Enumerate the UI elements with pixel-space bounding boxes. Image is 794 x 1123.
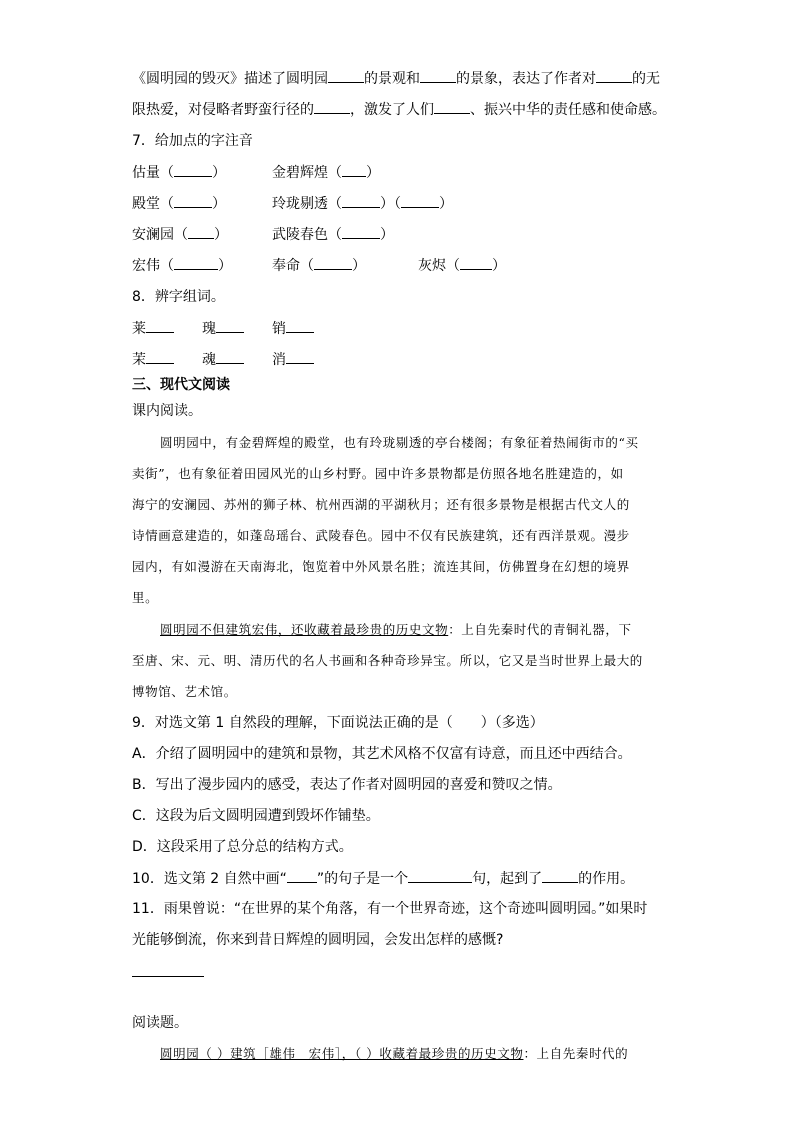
- answer-blank[interactable]: [174, 162, 212, 177]
- q11-line-1: 11．雨果曾说：“在世界的某个角落，有一个世界奇迹，这个奇迹叫圆明园。”如果时: [132, 901, 648, 917]
- passage-p2-line-3: 博物馆、艺术馆。: [132, 684, 237, 699]
- answer-blank[interactable]: [174, 193, 212, 208]
- answer-blank[interactable]: [596, 68, 632, 83]
- q7-item-guliang: 估量（ ）: [132, 162, 226, 183]
- answer-line[interactable]: [132, 976, 204, 977]
- q6-line-1: 《圆明园的毁灭》描述了圆明园 的景观和 的景象，表达了作者对 的无: [132, 68, 660, 89]
- q7-item-fengming: 奉命（ ）: [272, 255, 366, 276]
- answer-blank[interactable]: [342, 193, 380, 208]
- answer-blank[interactable]: [328, 68, 364, 83]
- underlined-sentence: 圆明园（ ）建筑［雄伟 宏伟］，（ ）收藏着最珍贵的历史文物: [160, 1046, 524, 1061]
- q9-option-b[interactable]: B．写出了漫步园内的感受，表达了作者对圆明园的喜爱和赞叹之情。: [132, 777, 562, 793]
- q8-char: 消: [272, 349, 314, 370]
- q11-line-2: 光能够倒流，你来到昔日辉煌的圆明园，会发出怎样的感慨?: [132, 932, 504, 948]
- passage-p2-line-1: 圆明园不但建筑宏伟，还收藏着最珍贵的历史文物：上自先秦时代的青铜礼器，下: [160, 622, 632, 637]
- passage-p1-line-1: 圆明园中，有金碧辉煌的殿堂，也有玲珑剔透的亭台楼阁；有象征着热闹街市的“买: [160, 435, 639, 450]
- q7-item-huijin: 灰烬（ ）: [418, 255, 506, 276]
- passage-p1-line-4: 诗情画意建造的，如蓬岛瑶台、武陵春色。园中不仅有民族建筑，还有西洋景观。漫步: [132, 528, 630, 543]
- q7-item-anlanyuan: 安澜园（ ）: [132, 224, 228, 245]
- answer-blank[interactable]: [460, 255, 492, 270]
- q8-char: 销: [272, 318, 314, 339]
- reading-passage-line: 圆明园（ ）建筑［雄伟 宏伟］，（ ）收藏着最珍贵的历史文物：上自先秦时代的: [160, 1046, 629, 1061]
- q6-line-2: 限热爱，对侵略者野蛮行径的 ，激发了人们 、振兴中华的责任感和使命感。: [132, 99, 666, 120]
- answer-blank[interactable]: [188, 224, 214, 239]
- q9-stem: 9．对选文第 1 自然段的理解，下面说法正确的是（ ）（多选）: [132, 715, 544, 731]
- q7-item-diantang: 殿堂（ ）: [132, 193, 226, 214]
- reading-title: 阅读题。: [132, 1015, 188, 1031]
- answer-blank[interactable]: [342, 162, 366, 177]
- answer-blank[interactable]: [174, 255, 218, 270]
- passage-p1-line-5: 园内，有如漫游在天南海北，饱览着中外风景名胜；流连其间，仿佛置身在幻想的境界: [132, 559, 630, 574]
- answer-blank[interactable]: [216, 318, 244, 333]
- answer-blank[interactable]: [420, 68, 456, 83]
- q8-char: 魂: [202, 349, 244, 370]
- passage-p1-line-3: 海宁的安澜园、苏州的狮子林、杭州西湖的平湖秋月；还有很多景物是根据古代文人的: [132, 497, 630, 512]
- underlined-sentence: 圆明园不但建筑宏伟，还收藏着最珍贵的历史文物: [160, 622, 449, 637]
- q8-char: 瑰: [202, 318, 244, 339]
- q7-title: 7．给加点的字注音: [132, 133, 253, 149]
- section-subtitle: 课内阅读。: [132, 403, 202, 419]
- answer-blank[interactable]: [401, 193, 439, 208]
- q9-option-d[interactable]: D．这段采用了总分总的结构方式。: [132, 839, 353, 855]
- q8-title: 8．辨字组词。: [132, 289, 225, 305]
- q7-item-wuling: 武陵春色（ ）: [272, 224, 394, 245]
- q7-item-jinbi: 金碧辉煌（ ）: [272, 162, 380, 183]
- section-heading: 三、现代文阅读: [132, 377, 230, 393]
- answer-blank[interactable]: [342, 224, 380, 239]
- passage-p2-line-2: 至唐、宋、元、明、清历代的名人书画和各种奇珍异宝。所以，它又是当时世界上最大的: [132, 653, 643, 668]
- q9-option-a[interactable]: A．介绍了圆明园中的建筑和景物，其艺术风格不仅富有诗意，而且还中西结合。: [132, 746, 632, 762]
- answer-blank[interactable]: [314, 99, 350, 114]
- answer-blank[interactable]: [287, 868, 317, 883]
- answer-blank[interactable]: [286, 349, 314, 364]
- q8-char: 莱: [132, 318, 174, 339]
- q7-item-hongwei: 宏伟（ ）: [132, 255, 232, 276]
- passage-p1-line-2: 卖街”，也有象征着田园风光的山乡村野。园中许多景物都是仿照各地名胜建造的，如: [132, 466, 624, 481]
- answer-blank[interactable]: [542, 868, 578, 883]
- answer-blank[interactable]: [286, 318, 314, 333]
- q7-item-linglong: 玲珑剔透（ ）（ ）: [272, 193, 453, 214]
- q8-char: 茉: [132, 349, 174, 370]
- answer-blank[interactable]: [146, 349, 174, 364]
- q9-option-c[interactable]: C．这段为后文圆明园遭到毁坏作铺垫。: [132, 808, 380, 824]
- answer-blank[interactable]: [216, 349, 244, 364]
- answer-blank[interactable]: [146, 318, 174, 333]
- passage-p1-line-6: 里。: [132, 590, 159, 605]
- answer-blank[interactable]: [408, 868, 472, 883]
- answer-blank[interactable]: [434, 99, 470, 114]
- q10: 10．选文第 2 自然中画“ ”的句子是一个 句，起到了 的作用。: [132, 868, 634, 889]
- answer-blank[interactable]: [314, 255, 352, 270]
